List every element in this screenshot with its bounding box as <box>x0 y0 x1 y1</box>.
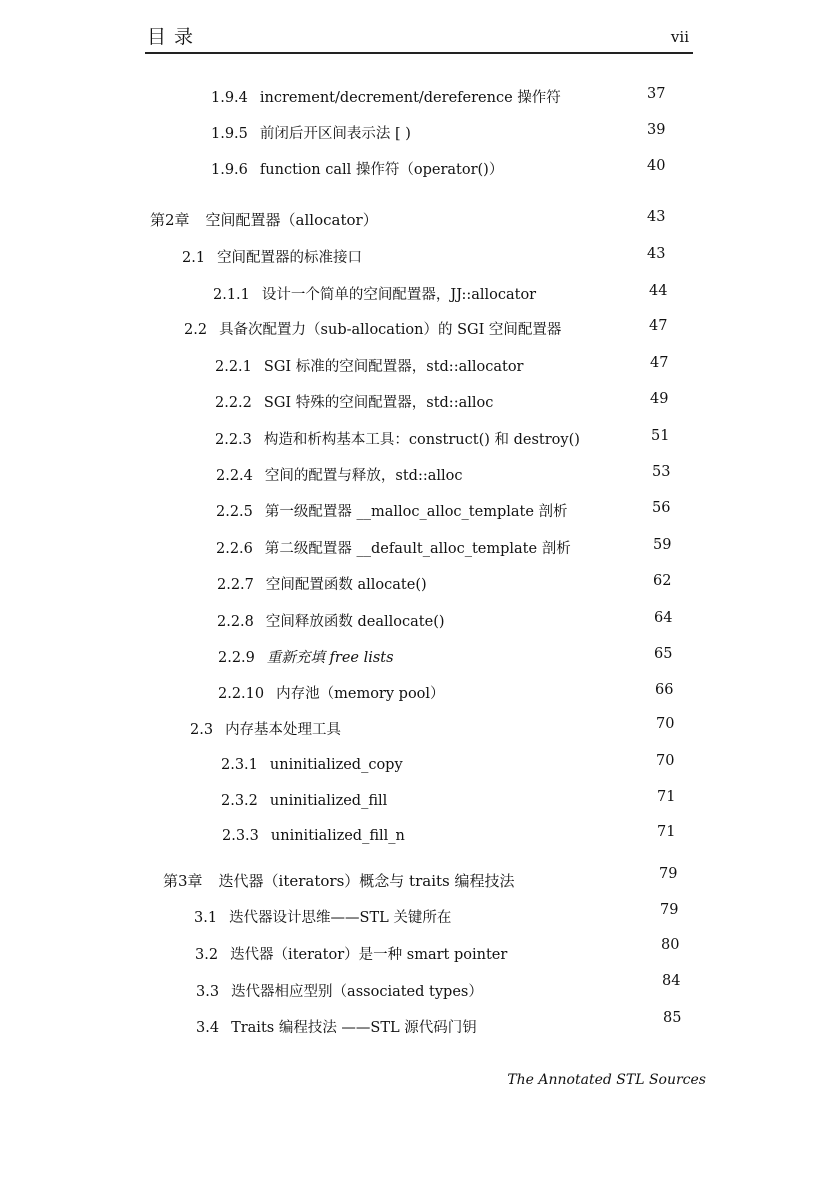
toc-entry-title: function call 操作符（operator()） <box>259 162 504 178</box>
toc-entry <box>194 906 451 928</box>
toc-entry-page: 56 <box>652 500 671 516</box>
toc-entry-title: uninitialized_fill <box>269 793 388 809</box>
toc-entry <box>215 355 523 377</box>
toc-entry-number: 2.2.1 <box>215 359 252 375</box>
toc-entry-page: 79 <box>660 902 679 918</box>
toc-entry-page: 85 <box>663 1010 682 1026</box>
toc-entry-number: 2.3.1 <box>221 757 258 773</box>
toc-entry-title: 第一级配置器 __malloc_alloc_template 剖析 <box>264 504 568 520</box>
toc-entry <box>211 122 411 144</box>
toc-entry-number: 2.2.8 <box>217 614 254 630</box>
toc-entry-page: 70 <box>656 753 675 769</box>
toc-entry-number: 2.3.2 <box>221 793 258 809</box>
toc-entry-title: 重新充填 free lists <box>266 650 394 666</box>
toc-entry-number: 2.2.9 <box>218 650 255 666</box>
toc-entry-number: 2.2.4 <box>216 468 253 484</box>
running-footer-book-title: The Annotated STL Sources <box>507 1072 706 1088</box>
toc-entry-page: 80 <box>661 937 680 953</box>
toc-entry-page: 43 <box>647 209 666 225</box>
toc-entry-title: 空间释放函数 deallocate() <box>265 614 445 630</box>
toc-chapter <box>163 870 515 892</box>
toc-entry-title: SGI 标准的空间配置器，std::allocator <box>263 359 524 375</box>
toc-entry-number: 1.9.5 <box>211 126 248 142</box>
toc-entry <box>216 500 568 522</box>
toc-entry-page: 40 <box>647 158 666 174</box>
toc-entry-page: 79 <box>659 866 678 882</box>
toc-entry <box>216 464 463 486</box>
toc-entry-number: 2.2.7 <box>217 577 254 593</box>
toc-entry <box>218 646 394 668</box>
toc-entry-title: 内存基本处理工具 <box>225 722 342 738</box>
toc-entry-number: 2.2.2 <box>215 395 252 411</box>
toc-entry-number: 2.2.10 <box>218 686 265 702</box>
toc-entry-page: 71 <box>657 789 676 805</box>
toc-entry-page: 66 <box>655 682 674 698</box>
toc-entry-title: 空间配置器的标准接口 <box>217 250 363 266</box>
toc-entry <box>213 283 536 305</box>
toc-entry <box>190 718 341 740</box>
toc-entry-page: 53 <box>652 464 671 480</box>
toc-entry-page: 65 <box>654 646 673 662</box>
toc-entry-page: 64 <box>654 610 673 626</box>
toc-entry-number: 2.2 <box>184 322 208 338</box>
toc-entry <box>211 158 503 180</box>
toc-entry-number: 2.3 <box>190 722 214 738</box>
toc-entry-title: 空间的配置与释放，std::alloc <box>264 468 463 484</box>
toc-entry <box>222 828 405 850</box>
toc-entry-title: 设计一个简单的空间配置器，JJ::allocator <box>261 287 537 303</box>
toc-entry-page: 70 <box>656 716 675 732</box>
toc-entry-page: 71 <box>657 824 676 840</box>
toc-entry-page: 37 <box>647 86 666 102</box>
toc-entry <box>182 246 362 268</box>
toc-entry-title: Traits 编程技法 ——STL 源代码门钥 <box>231 1020 477 1036</box>
toc-entry-page: 59 <box>653 537 672 553</box>
toc-entry-number: 2.2.6 <box>216 541 253 557</box>
toc-entry-title: 迭代器（iterator）是一种 smart pointer <box>230 947 508 963</box>
toc-entry-title: 内存池（memory pool） <box>276 686 445 702</box>
toc-entry <box>184 318 561 340</box>
toc-entry-title: 迭代器设计思维——STL 关键所在 <box>229 910 452 926</box>
toc-entry <box>221 793 387 815</box>
toc-entry-title: increment/decrement/dereference 操作符 <box>259 90 561 106</box>
toc-entry-page: 47 <box>649 318 668 334</box>
toc-entry-number: 第2章 <box>150 211 190 229</box>
toc-entry-title: SGI 特殊的空间配置器，std::alloc <box>263 395 494 411</box>
running-header-title: 目录 <box>147 26 202 48</box>
toc-entry <box>196 980 483 1002</box>
toc-entry-title: 第二级配置器 __default_alloc_template 剖析 <box>264 541 571 557</box>
toc-entry <box>196 1016 477 1038</box>
toc-entry-page: 47 <box>650 355 669 371</box>
toc-entry <box>216 537 571 559</box>
toc-entry-page: 43 <box>647 246 666 262</box>
toc-entry-page: 51 <box>651 428 670 444</box>
toc-entry-number: 3.2 <box>195 947 219 963</box>
toc-entry <box>217 610 445 632</box>
toc-entry-number: 2.2.3 <box>215 432 252 448</box>
toc-chapter <box>150 209 378 231</box>
running-header-page-number: vii <box>670 28 689 46</box>
toc-entry-page: 84 <box>662 973 681 989</box>
toc-entry-title: uninitialized_fill_n <box>270 828 405 844</box>
toc-entry <box>215 391 493 413</box>
toc-entry <box>215 428 580 450</box>
toc-entry-number: 第3章 <box>163 872 203 890</box>
toc-entry-page: 49 <box>650 391 669 407</box>
toc-entry-title: 具备次配置力（sub-allocation）的 SGI 空间配置器 <box>219 322 562 338</box>
toc-entry-title: 空间配置器（allocator） <box>205 211 378 229</box>
toc-entry-number: 1.9.6 <box>211 162 248 178</box>
toc-entry-title: 空间配置函数 allocate() <box>265 577 427 593</box>
toc-entry-title: 构造和析构基本工具：construct() 和 destroy() <box>263 432 580 448</box>
toc-entry-page: 44 <box>649 283 668 299</box>
toc-entry-number: 2.1.1 <box>213 287 250 303</box>
toc-entry-page: 62 <box>653 573 672 589</box>
toc-entry <box>211 86 561 108</box>
toc-entry-number: 3.1 <box>194 910 218 926</box>
toc-entry <box>221 757 403 779</box>
toc-entry-number: 1.9.4 <box>211 90 248 106</box>
toc-entry-title: 迭代器相应型别（associated types） <box>231 984 483 1000</box>
toc-entry-title: 迭代器（iterators）概念与 traits 编程技法 <box>218 872 515 890</box>
toc-entry-number: 2.1 <box>182 250 206 266</box>
toc-entry-number: 3.4 <box>196 1020 220 1036</box>
toc-entry <box>218 682 445 704</box>
toc-entry-title: 前闭后开区间表示法 [ ) <box>259 126 411 142</box>
toc-entry-number: 3.3 <box>196 984 220 1000</box>
toc-entry-number: 2.3.3 <box>222 828 259 844</box>
toc-entry <box>217 573 427 595</box>
toc-entry <box>195 943 507 965</box>
toc-entry-page: 39 <box>647 122 666 138</box>
header-rule <box>145 52 693 54</box>
toc-entry-number: 2.2.5 <box>216 504 253 520</box>
toc-entry-title: uninitialized_copy <box>269 757 403 773</box>
